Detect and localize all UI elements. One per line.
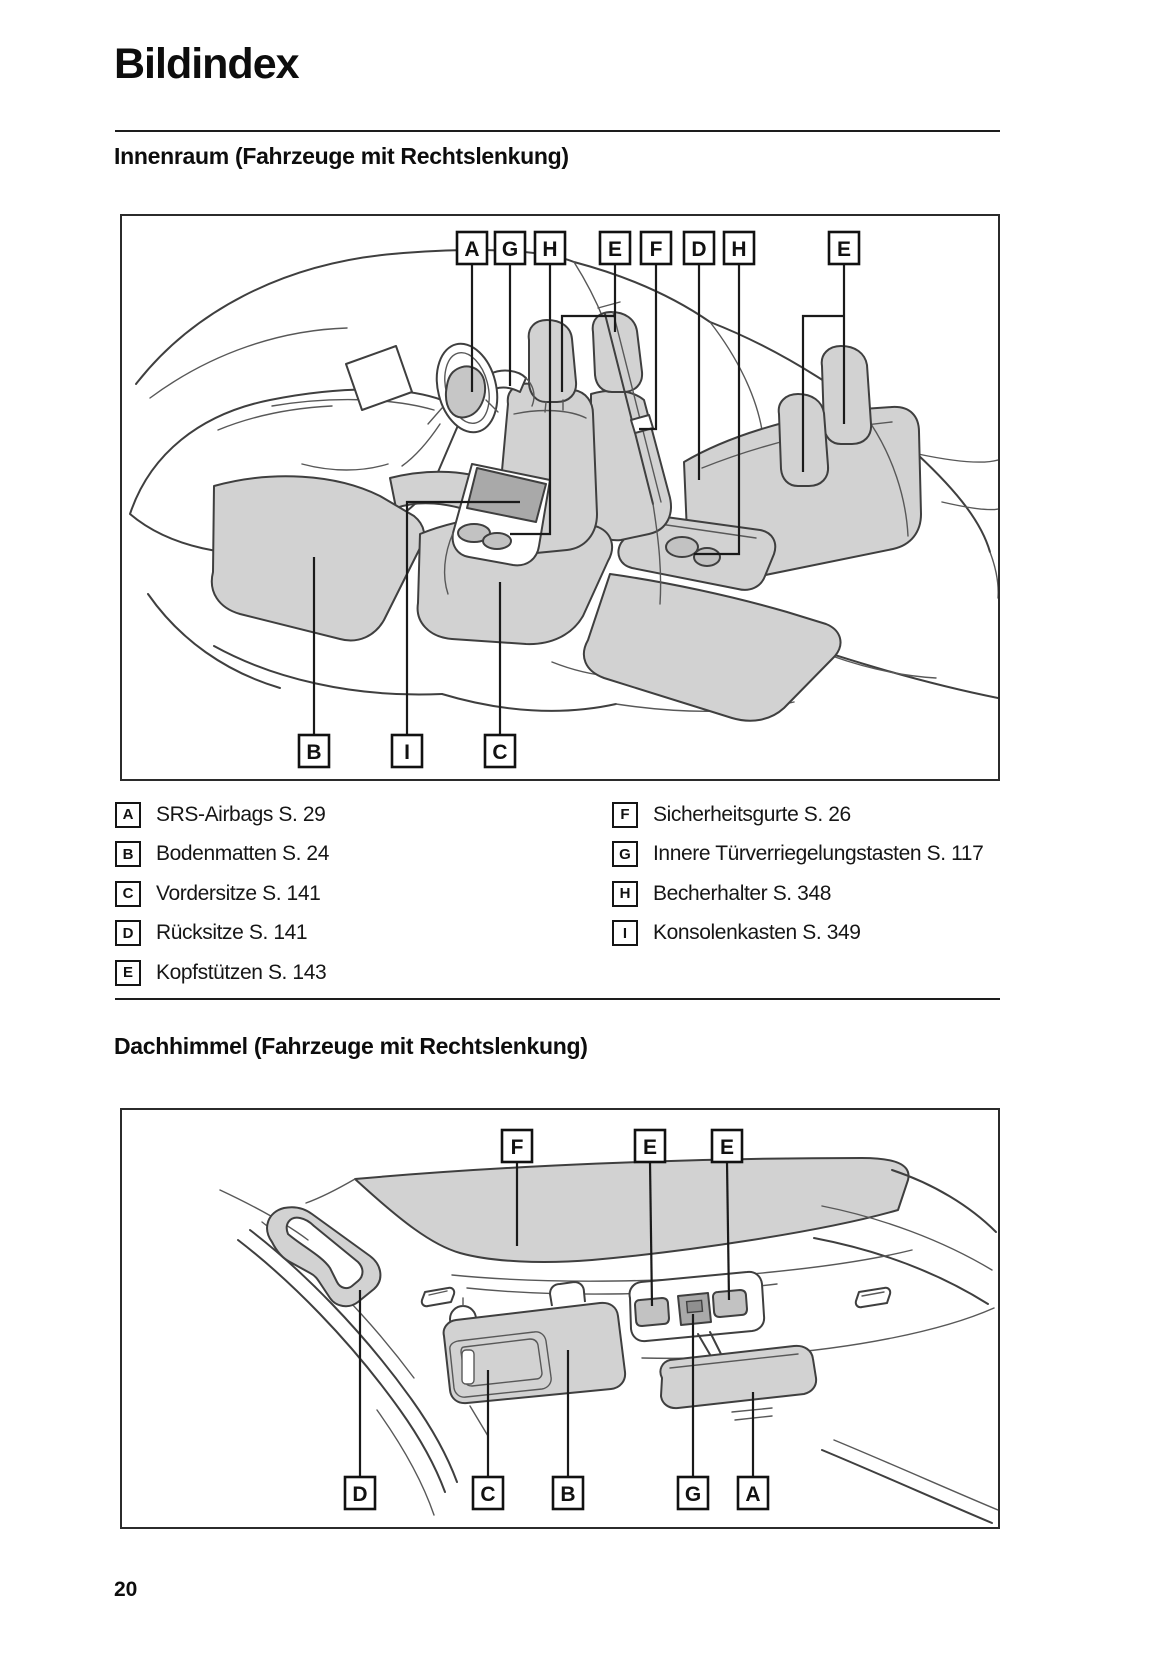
- legend-text: Rücksitze S. 141: [156, 921, 308, 945]
- legend-key-box: I: [612, 920, 638, 946]
- diagram-label-box: [495, 232, 525, 264]
- diagram-label-box: [457, 232, 487, 264]
- diagram-label-box: [635, 1130, 665, 1162]
- legend-text: Konsolenkasten S. 349: [653, 921, 861, 945]
- svg-text:I: I: [404, 741, 410, 764]
- svg-text:B: B: [560, 1483, 576, 1506]
- svg-text:E: E: [836, 238, 852, 261]
- svg-text:G: G: [684, 1483, 702, 1506]
- headliner-diagram-frame: [120, 1108, 1000, 1529]
- legend-text: Bodenmatten S. 24: [156, 842, 329, 866]
- legend-text: Becherhalter S. 348: [653, 881, 832, 905]
- legend-key-box: C: [115, 881, 141, 907]
- diagram-label-box: [738, 1477, 768, 1509]
- svg-text:E: E: [607, 238, 623, 261]
- svg-text:E: E: [642, 1136, 658, 1159]
- legend-left-column: [115, 795, 329, 993]
- diagram-label-box: [345, 1477, 375, 1509]
- svg-text:B: B: [306, 741, 322, 764]
- svg-text:D: D: [691, 238, 707, 261]
- legend-text: Vordersitze S. 141: [156, 881, 321, 905]
- legend-key-box: F: [612, 802, 638, 828]
- diagram-label-box: [641, 232, 671, 264]
- page-title: Bildindex: [114, 40, 299, 88]
- legend-text: Innere Türverriegelungstasten S. 117: [653, 842, 984, 866]
- svg-text:E: E: [719, 1136, 735, 1159]
- legend-item: [115, 795, 329, 835]
- svg-text:H: H: [731, 238, 747, 261]
- diagram-label-box: [473, 1477, 503, 1509]
- legend-key-box: G: [612, 841, 638, 867]
- svg-text:C: C: [492, 741, 508, 764]
- legend-item: [612, 874, 983, 914]
- diagram-label-box: [502, 1130, 532, 1162]
- diagram-label-box: [600, 232, 630, 264]
- diagram-label-box: [553, 1477, 583, 1509]
- diagram-label-box: [678, 1477, 708, 1509]
- page-number: 20: [114, 1578, 138, 1601]
- svg-text:C: C: [480, 1483, 496, 1506]
- legend-right-column: [612, 795, 983, 953]
- svg-text:G: G: [501, 238, 519, 261]
- legend-text: SRS-Airbags S. 29: [156, 802, 326, 826]
- svg-text:F: F: [510, 1136, 524, 1159]
- svg-text:D: D: [352, 1483, 368, 1506]
- diagram-label-box: [724, 232, 754, 264]
- svg-text:A: A: [464, 238, 480, 261]
- legend-item: [115, 874, 329, 914]
- section-heading-innenraum: Innenraum (Fahrzeuge mit Rechtslenkung): [114, 143, 569, 169]
- legend-item: [612, 835, 983, 875]
- legend-item: [115, 953, 329, 993]
- diagram-label-box: [712, 1130, 742, 1162]
- legend-item: [612, 914, 983, 954]
- legend-key-box: A: [115, 802, 141, 828]
- interior-diagram: [122, 216, 998, 779]
- diagram-label-box: [299, 735, 329, 767]
- legend-item: [115, 914, 329, 954]
- diagram-label-box: [684, 232, 714, 264]
- diagram-label-box: [535, 232, 565, 264]
- legend-key-box: B: [115, 841, 141, 867]
- diagram-label-box: [829, 232, 859, 264]
- legend-text: Kopfstützen S. 143: [156, 960, 327, 984]
- svg-text:A: A: [745, 1483, 761, 1506]
- section-heading-dachhimmel: Dachhimmel (Fahrzeuge mit Rechtslenkung): [114, 1033, 588, 1059]
- divider: [115, 998, 1000, 1000]
- legend-key-box: E: [115, 960, 141, 986]
- legend-key-box: D: [115, 920, 141, 946]
- legend-text: Sicherheitsgurte S. 26: [653, 802, 851, 826]
- legend-key-box: H: [612, 881, 638, 907]
- headliner-diagram: [122, 1110, 998, 1527]
- diagram-label-box: [392, 735, 422, 767]
- svg-text:H: H: [542, 238, 558, 261]
- diagram-label-box: [485, 735, 515, 767]
- divider: [115, 130, 1000, 132]
- legend-item: [115, 835, 329, 875]
- legend-item: [612, 795, 983, 835]
- interior-diagram-frame: [120, 214, 1000, 781]
- svg-text:F: F: [649, 238, 663, 261]
